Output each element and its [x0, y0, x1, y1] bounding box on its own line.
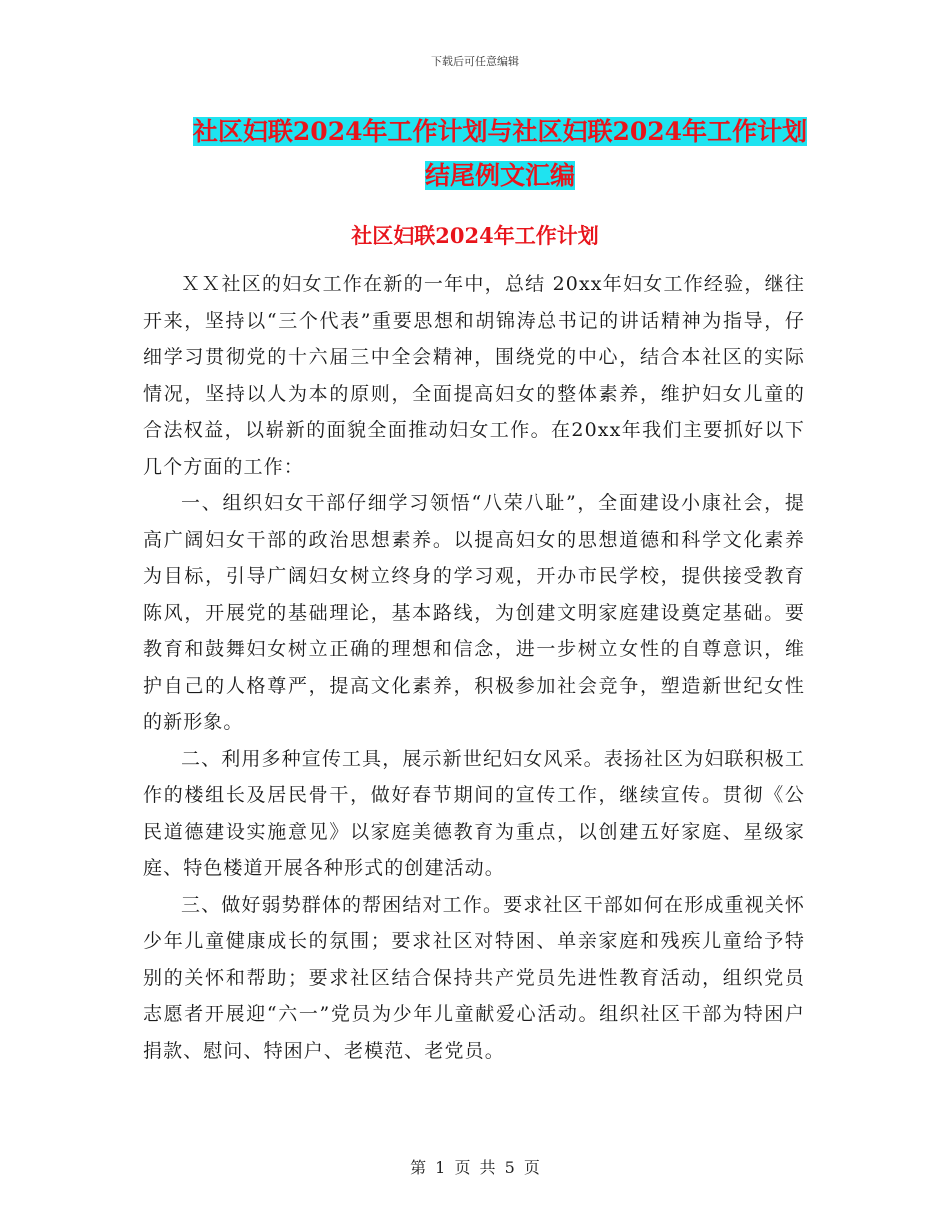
section-title: 社区妇联2024年工作计划	[351, 223, 599, 248]
document-title-text: 社区妇联2024年工作计划与社区妇联2024年工作计划结尾例文汇编	[192, 117, 808, 190]
document-body	[143, 266, 805, 1069]
document-title	[190, 110, 810, 198]
page-footer: 第 1 页 共 5 页	[410, 1158, 540, 1177]
paragraph: ＸＸ社区的妇女工作在新的一年中，总结 20xx年妇女工作经验，继往开来，坚持以“三个代表”重要思想和胡锦涛总书记的讲话精神为指导，仔细学习贯彻党的十六届三中全会精神，围绕党的中心，结合本社区的实际情况，坚持以人为本的原则，全面提高妇女的整体素养，维护妇女儿童的合法权益，以崭新的面貌全面推动妇女工作。在20xx年我们主要抓好以下几个方面的工作：	[143, 273, 805, 478]
header-note: 下载后可任意编辑	[431, 55, 519, 68]
paragraph: 三、做好弱势群体的帮困结对工作。要求社区干部如何在形成重视关怀少年儿童健康成长的氛围；要求社区对特困、单亲家庭和残疾儿童给予特别的关怀和帮助；要求社区结合保持共产党员先进性教育活动，组织党员志愿者开展迎“六一”党员为少年儿童献爱心活动。组织社区干部为特困户捐款、慰问、特困户、老模范、老党员。	[143, 893, 805, 1062]
paragraph: 二、利用多种宣传工具，展示新世纪妇女风采。表扬社区为妇联积极工作的楼组长及居民骨干，做好春节期间的宣传工作，继续宣传。贯彻《公民道德建设实施意见》以家庭美德教育为重点，以创建五好家庭、星级家庭、特色楼道开展各种形式的创建活动。	[143, 747, 805, 879]
paragraph: 一、组织妇女干部仔细学习领悟“八荣八耻”，全面建设小康社会，提高广阔妇女干部的政治思想素养。以提高妇女的思想道德和科学文化素养为目标，引导广阔妇女树立终身的学习观，开办市民学校，提供接受教育陈风，开展党的基础理论，基本路线，为创建文明家庭建设奠定基础。要教育和鼓舞妇女树立正确的理想和信念，进一步树立女性的自尊意识，维护自己的人格尊严，提高文化素养，积极参加社会竞争，塑造新世纪女性的新形象。	[143, 492, 805, 733]
